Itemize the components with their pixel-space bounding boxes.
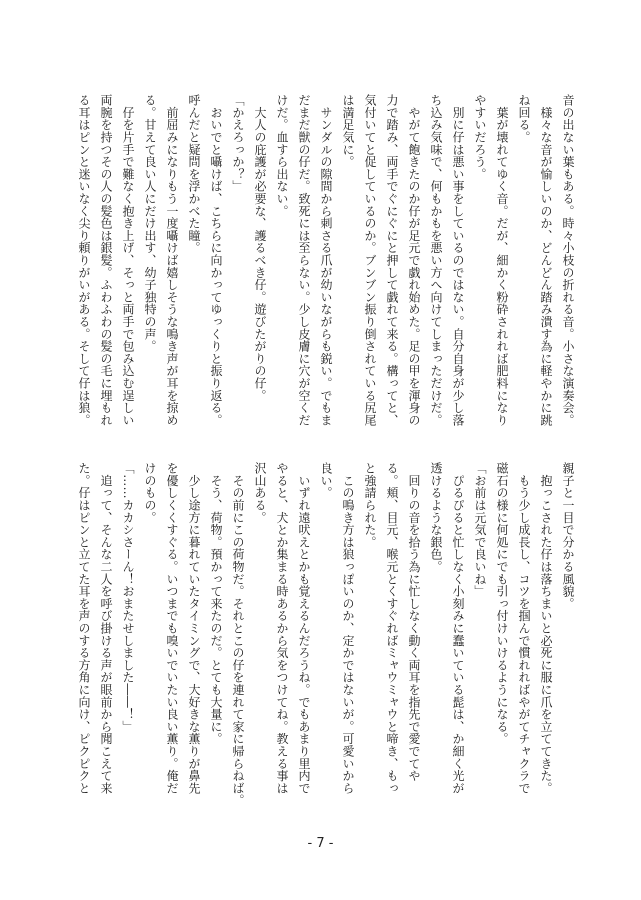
text-line: 力で踏み、両手でぐにぐにと押して戯れて来る。構ってと、 <box>385 94 399 427</box>
text-line: 葉が壊れてゆく音。だが、細かく粉砕されれば肥料になり <box>495 94 509 427</box>
text-line: 抱っこされた仔は落ちまいと必死に服に爪を立ててきた。 <box>539 462 553 795</box>
text-line: 別に仔は悪い事をしているのではない。自分自身が少し落 <box>451 94 465 427</box>
text-line: 大人の庇護が必要な、護るべき仔。遊びたがりの仔。 <box>253 94 267 402</box>
text-line: 回りの音を拾う為に忙しなく動く両耳を指先で愛でてや <box>407 462 421 782</box>
text-line: 気付いてと促しているのか。ブンブン振り倒されている尻尾 <box>363 94 377 427</box>
text-line: 呼んだと疑問を浮かべた瞳。 <box>187 94 201 254</box>
text-line: 追って、そんな二人を呼び掛ける声が眼前から聞こえて来 <box>99 462 113 795</box>
text-line: 前屈みになりもう一度囁けば嬉しそうな鳴き声が耳を掠め <box>165 94 179 427</box>
text-line: る。頬、目元、喉元とくすぐればミャウミャウと啼き、もっ <box>385 462 399 795</box>
text-line: けのもの。 <box>143 462 157 524</box>
text-line: る耳はピンと迷いなく尖り頼りがいがある。そして仔は狼。 <box>77 94 91 427</box>
text-block-bottom <box>54 462 579 832</box>
text-line: と強請られた。 <box>363 462 377 549</box>
text-line: もう少し成長し、コツを掴んで慣れればやがてチャクラで <box>517 462 531 795</box>
text-line: 良い。 <box>319 462 333 499</box>
text-line: その前にこの荷物だ。それとこの仔を連れて家に帰らねば。 <box>231 462 245 807</box>
text-line: そう、荷物。預かって来たのだ。とても大量に。 <box>209 462 223 745</box>
text-line: 「お前は元気で良いね」 <box>473 462 487 598</box>
text-line: 磁石の様に何処にでも引っ付けいけるようになる。 <box>495 462 509 745</box>
text-line: 音の出ない葉もある。時々小枝の折れる音。小さな演奏会。 <box>561 94 575 427</box>
text-line: 親子と一目で分かる風貌。 <box>561 462 575 610</box>
text-line: 様々な音が愉しいのか、どんどん踏み潰す為に軽やかに跳 <box>539 94 553 427</box>
text-line: やがて飽きたのか仔が足元で戯れ始めた。足の甲を渾身の <box>407 94 421 427</box>
text-line: 透けるような銀色。 <box>429 462 443 573</box>
text-line: 少し途方に暮れていたタイミングで、大好きな薫りが鼻先 <box>187 462 201 795</box>
text-line: 沢山ある。 <box>253 462 267 524</box>
text-line: サンダルの隙間から刺さる爪が幼いながらも鋭い。でもま <box>319 94 333 427</box>
text-line: 両腕を持つその人の髪色は銀髪。ふわふわの髪の毛に埋もれ <box>99 94 113 427</box>
text-line: を優しくくすぐる。いつまでも嗅いでいたい良い薫り。俺だ <box>165 462 179 795</box>
text-line: ち込み気味で、何もかもを悪い方へ向けてしまっただけだ。 <box>429 94 443 427</box>
text-line: いずれ遠吠えとかも覚えるんだろうね。でもあまり里内で <box>297 462 311 795</box>
text-block-top <box>54 94 579 439</box>
text-line: 仔を片手で難なく抱き上げ、そっと両手で包み込む逞しい <box>121 94 135 427</box>
text-line: だまだ獣の仔だ。致死には至らない。少し皮膚に穴が空くだ <box>297 94 311 427</box>
text-line: けだ。血すら出ない。 <box>275 94 289 217</box>
text-line: る。甘えて良い人にだけ出す、幼子独特の声。 <box>143 94 157 353</box>
page-number: - 7 - <box>307 836 334 851</box>
text-line: 「かえろっか？」 <box>231 94 245 193</box>
text-line: やすいだろう。 <box>473 94 487 181</box>
text-line: おいでと囁けば、こちらに向かってゆっくりと振り返る。 <box>209 94 223 427</box>
text-line: た。仔はピンと立てた耳を声のする方角に向け、ピクピクと <box>77 462 91 795</box>
text-line: は満足気に。 <box>341 94 355 168</box>
text-line: ね回る。 <box>517 94 531 144</box>
text-line: この鳴き方は狼っぽいのか、定かではないが。可愛いから <box>341 462 355 795</box>
text-line: ぴるぴると忙しなく小刻みに蠢いている髭は、か細く光が <box>451 462 465 795</box>
text-line: 「……カカシさーん！おまたせしました――！」 <box>121 462 135 733</box>
text-line: やると、犬とか集まる時あるから気をつけてね。教える事は <box>275 462 289 795</box>
